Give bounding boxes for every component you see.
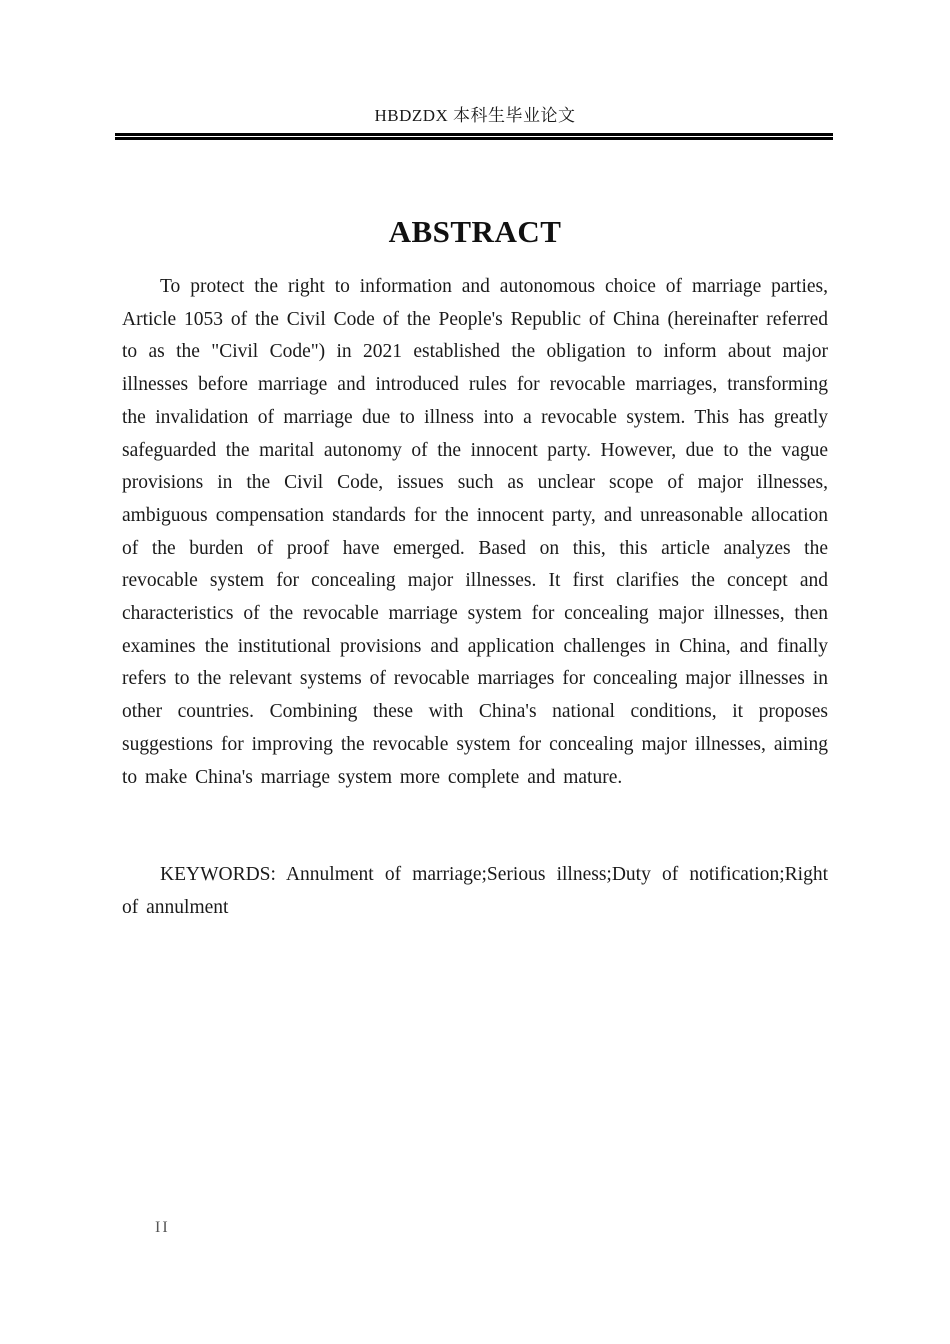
keywords-paragraph: KEYWORDS: Annulment of marriage;Serious illness;Duty of notification;Right of annulment <box>122 864 828 918</box>
running-header: HBDZDX 本科生毕业论文 <box>374 106 576 125</box>
page-title: ABSTRACT <box>388 213 562 249</box>
page-number: II <box>155 1219 170 1236</box>
abstract-paragraph: To protect the right to information and autonomous choice of marriage parties, Article 1053 of the Civil Code of the People's Republic of China (hereinafter referred to as the "Civil Code") in 2021 established the obligation to inform about major illnesses before marriage and introduced rules for revocable marriages, transforming the invalidation of marriage due to illness into a revocable system. This has greatly safeguarded the marital autonomy of the innocent party. However, due to the vague provisions in the Civil Code, issues such as unclear scope of major illnesses, ambiguous compensation standards for the innocent party, and unreasonable allocation of the burden of proof have emerged. Based on this, this article analyzes the revocable system for concealing major illnesses. It first clarifies the concept and characteristics of the revocable marriage system for concealing major illnesses, then examines the institutional provisions and application challenges in China, and finally refers to the relevant systems of revocable marriages for concealing major illnesses in other countries. Combining these with China's national conditions, it proposes suggestions for improving the revocable system for concealing major illnesses, aiming to make China's marriage system more complete and mature. <box>122 276 828 788</box>
header-double-rule <box>115 133 833 140</box>
abstract-body <box>122 271 828 794</box>
keywords-block <box>122 859 828 924</box>
